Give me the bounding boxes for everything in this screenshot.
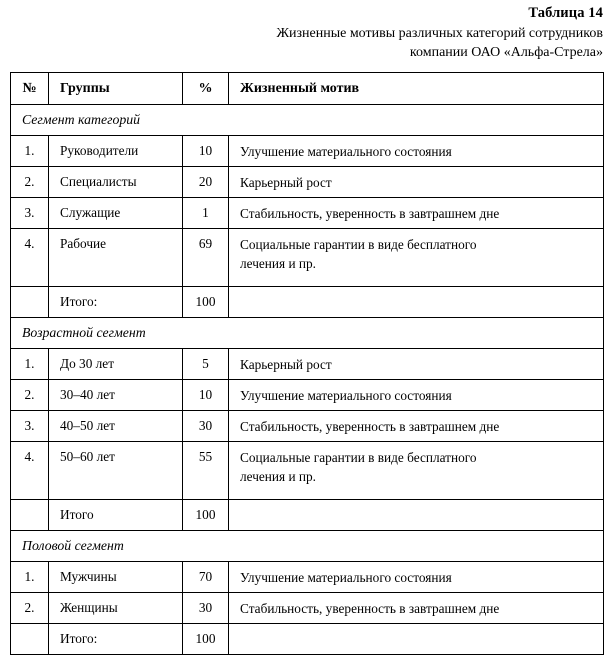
cell-number: 2. [11,167,49,198]
motive-line: Социальные гарантии в виде бесплатного [240,450,477,465]
motive-line: Стабильность, уверенность в завтрашнем дне [240,600,500,616]
cell-number [11,624,49,655]
cell-number: 2. [11,593,49,624]
motive-line: Социальные гарантии в виде бесплатного [240,237,477,252]
cell-motive [229,380,604,411]
table-row [11,411,604,442]
cell-motive [229,500,604,531]
motive-line: лечения и пр. [240,469,316,484]
cell-number: 3. [11,198,49,229]
cell-number: 1. [11,136,49,167]
cell-number: 3. [11,411,49,442]
cell-group: Специалисты [49,167,183,198]
table-row [11,442,604,500]
cell-group: Руководители [49,136,183,167]
cell-number: 4. [11,229,49,287]
cell-total-label: Итого: [49,287,183,318]
motive-line: Стабильность, уверенность в завтрашнем дне [240,418,500,434]
cell-percent: 5 [183,349,229,380]
column-header-number: № [11,73,49,105]
column-header-percent: % [183,73,229,105]
cell-motive [229,198,604,229]
cell-total-percent: 100 [183,287,229,318]
cell-total-percent: 100 [183,500,229,531]
table-total-row [11,624,604,655]
motive-line: Улучшение материального состояния [240,143,452,159]
segment-heading: Сегмент категорий [11,105,604,136]
table-body [11,105,604,655]
cell-percent: 69 [183,229,229,287]
cell-group: 30–40 лет [49,380,183,411]
cell-number [11,287,49,318]
cell-total-label: Итого [49,500,183,531]
cell-total-percent: 100 [183,624,229,655]
cell-motive [229,136,604,167]
cell-motive [229,562,604,593]
cell-motive [229,411,604,442]
segment-header-row [11,531,604,562]
cell-percent: 70 [183,562,229,593]
cell-percent: 30 [183,411,229,442]
table-row [11,380,604,411]
title-block [10,0,603,62]
cell-number: 1. [11,562,49,593]
cell-group: 50–60 лет [49,442,183,500]
table-caption-line-1: Жизненные мотивы различных категорий сотрудников [276,26,603,41]
table-row [11,136,604,167]
cell-number: 2. [11,380,49,411]
cell-motive [229,624,604,655]
cell-motive [229,229,604,287]
cell-motive [229,442,604,500]
cell-percent: 30 [183,593,229,624]
cell-group: 40–50 лет [49,411,183,442]
cell-group: Мужчины [49,562,183,593]
motive-line: Улучшение материального состояния [240,569,452,585]
table-row [11,167,604,198]
segment-heading: Возрастной сегмент [11,318,604,349]
cell-group: Рабочие [49,229,183,287]
cell-motive [229,167,604,198]
motive-line: Карьерный рост [240,356,332,372]
cell-group: До 30 лет [49,349,183,380]
motive-line: Карьерный рост [240,174,332,190]
table-row [11,593,604,624]
segment-header-row [11,318,604,349]
cell-motive [229,349,604,380]
motives-table [10,72,604,655]
table-number: Таблица 14 [528,5,603,21]
table-row [11,198,604,229]
cell-total-label: Итого: [49,624,183,655]
column-header-motive: Жизненный мотив [229,73,604,105]
motive-line: Улучшение материального состояния [240,387,452,403]
segment-header-row [11,105,604,136]
table-caption-line-2: компании ОАО «Альфа-Стрела» [409,45,603,60]
cell-number: 4. [11,442,49,500]
cell-group: Женщины [49,593,183,624]
header-row [11,73,604,105]
cell-percent: 20 [183,167,229,198]
cell-percent: 55 [183,442,229,500]
cell-percent: 1 [183,198,229,229]
table-caption [10,24,603,62]
cell-group: Служащие [49,198,183,229]
cell-percent: 10 [183,380,229,411]
table-header [11,73,604,105]
cell-number [11,500,49,531]
table-total-row [11,287,604,318]
table-total-row [11,500,604,531]
motive-line: лечения и пр. [240,256,316,271]
motive-line: Стабильность, уверенность в завтрашнем дне [240,205,500,221]
cell-motive [229,593,604,624]
cell-number: 1. [11,349,49,380]
column-header-groups: Группы [49,73,183,105]
segment-heading: Половой сегмент [11,531,604,562]
cell-percent: 10 [183,136,229,167]
cell-motive [229,287,604,318]
table-row [11,349,604,380]
table-row [11,229,604,287]
table-row [11,562,604,593]
